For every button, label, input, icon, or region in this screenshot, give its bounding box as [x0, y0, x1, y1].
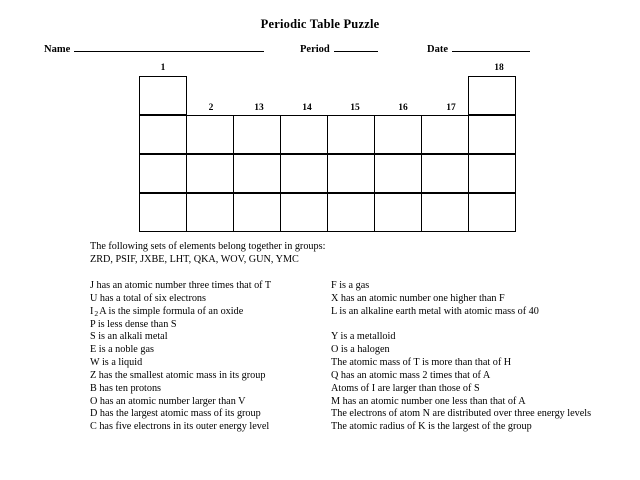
clue-item: Q has an atomic mass 2 times that of A	[331, 369, 491, 381]
periodic-table-row	[139, 76, 515, 115]
clue-item: Z has the smallest atomic mass in its group	[90, 369, 266, 381]
periodic-table-cell-r4-g1[interactable]	[139, 193, 187, 232]
periodic-table-cell-r3-g17[interactable]	[421, 154, 469, 193]
periodic-table-cell-r2-g18[interactable]	[468, 115, 516, 154]
clue-item: X has an atomic number one higher than F	[331, 292, 505, 304]
periodic-table-cell-r4-g2[interactable]	[186, 193, 234, 232]
date-field-label: Date	[427, 44, 448, 55]
periodic-table-cell-r1-g1[interactable]	[139, 76, 187, 115]
periodic-table-cell-r4-g15[interactable]	[327, 193, 375, 232]
clue-item: The atomic mass of T is more than that of H	[331, 357, 512, 369]
clue-column-left	[90, 280, 271, 434]
group-label-2: 2	[208, 103, 214, 113]
group-label-13: 13	[254, 103, 264, 113]
periodic-table-cell-r3-g14[interactable]	[280, 154, 328, 193]
periodic-table-cell-r3-g15[interactable]	[327, 154, 375, 193]
clue-item: C has five electrons in its outer energy level	[90, 421, 270, 433]
clue-item: S is an alkali metal	[90, 331, 168, 343]
date-field-rule[interactable]	[452, 41, 530, 52]
periodic-table-cell-r3-g13[interactable]	[233, 154, 281, 193]
clue-item: J has an atomic number three times that of T	[90, 280, 272, 291]
periodic-table-cell-r2-g17[interactable]	[421, 115, 469, 154]
periodic-table-cell-r4-g18[interactable]	[468, 193, 516, 232]
clue-subscript: 2	[94, 308, 99, 318]
clue-item: D has the largest atomic mass of its group	[90, 408, 261, 420]
periodic-table-cell-r3-g18[interactable]	[468, 154, 516, 193]
name-field[interactable]	[44, 41, 264, 55]
periodic-table-cell-r2-g2[interactable]	[186, 115, 234, 154]
periodic-table-row	[139, 154, 515, 193]
periodic-table-cell-r2-g1[interactable]	[139, 115, 187, 154]
periodic-table-cell-r2-g16[interactable]	[374, 115, 422, 154]
periodic-table-cell-r2-g13[interactable]	[233, 115, 281, 154]
clue-item: W is a liquid	[90, 357, 143, 369]
clue-item: E is a noble gas	[90, 344, 154, 356]
periodic-table-cell-r2-g15[interactable]	[327, 115, 375, 154]
date-field[interactable]	[427, 41, 530, 55]
periodic-table-cell-r3-g16[interactable]	[374, 154, 422, 193]
clue-item: The atomic radius of K is the largest of the group	[331, 421, 532, 433]
periodic-table-cell-r4-g17[interactable]	[421, 193, 469, 232]
period-field-rule[interactable]	[334, 41, 378, 52]
name-field-rule[interactable]	[74, 41, 264, 52]
periodic-table-gap	[233, 76, 281, 115]
page-title: Periodic Table Puzzle	[260, 17, 380, 31]
clue-item: Y is a metalloid	[331, 331, 396, 343]
period-field-label: Period	[300, 44, 330, 55]
clue-item: O has an atomic number larger than V	[90, 395, 246, 407]
clue-column-right	[331, 280, 591, 434]
periodic-table-gap	[421, 76, 469, 115]
group-label-14: 14	[302, 103, 312, 113]
periodic-table-gap	[327, 76, 375, 115]
clue-item: U has a total of six electrons	[90, 292, 206, 304]
clue-item: O is a halogen	[331, 344, 390, 356]
clue-item: P is less dense than S	[90, 318, 177, 330]
clue-item: F is a gas	[331, 280, 370, 291]
groups-note-line-1: The following sets of elements belong together in groups:	[90, 241, 326, 252]
header-fields-row	[0, 41, 640, 57]
clue-item: B has ten protons	[90, 382, 162, 394]
group-label-16: 16	[398, 103, 408, 113]
group-label-1: 1	[160, 63, 166, 73]
clue-item: M has an atomic number one less than that of A	[331, 395, 526, 407]
clue-text-pre: I	[90, 305, 94, 317]
periodic-table-gap	[280, 76, 328, 115]
groups-note-line-2: ZRD, PSIF, JXBE, LHT, QKA, WOV, GUN, YMC	[90, 253, 299, 265]
periodic-table-gap	[374, 76, 422, 115]
periodic-table-cell-r2-g14[interactable]	[280, 115, 328, 154]
periodic-table-cell-r4-g13[interactable]	[233, 193, 281, 232]
periodic-table-cell-r3-g2[interactable]	[186, 154, 234, 193]
periodic-table-row	[139, 115, 515, 154]
group-label-15: 15	[350, 103, 360, 113]
groups-note	[90, 241, 325, 266]
periodic-table-gap	[186, 76, 234, 115]
group-label-18: 18	[494, 63, 504, 73]
periodic-table-grid	[139, 76, 515, 232]
clue-item: L is an alkaline earth metal with atomic mass of 40	[331, 305, 539, 317]
periodic-table-cell-r1-g18[interactable]	[468, 76, 516, 115]
clue-item	[90, 306, 271, 319]
periodic-table-cell-r4-g14[interactable]	[280, 193, 328, 232]
clue-item: The electrons of atom N are distributed over three energy levels	[331, 408, 592, 420]
name-field-label: Name	[44, 44, 71, 55]
periodic-table-cell-r3-g1[interactable]	[139, 154, 187, 193]
group-label-17: 17	[446, 103, 456, 113]
periodic-table-cell-r4-g16[interactable]	[374, 193, 422, 232]
clue-text-post: A is the simple formula of an oxide	[99, 305, 244, 317]
periodic-table-row	[139, 193, 515, 232]
clue-item: Atoms of I are larger than those of S	[331, 382, 480, 394]
period-field[interactable]	[300, 41, 378, 55]
